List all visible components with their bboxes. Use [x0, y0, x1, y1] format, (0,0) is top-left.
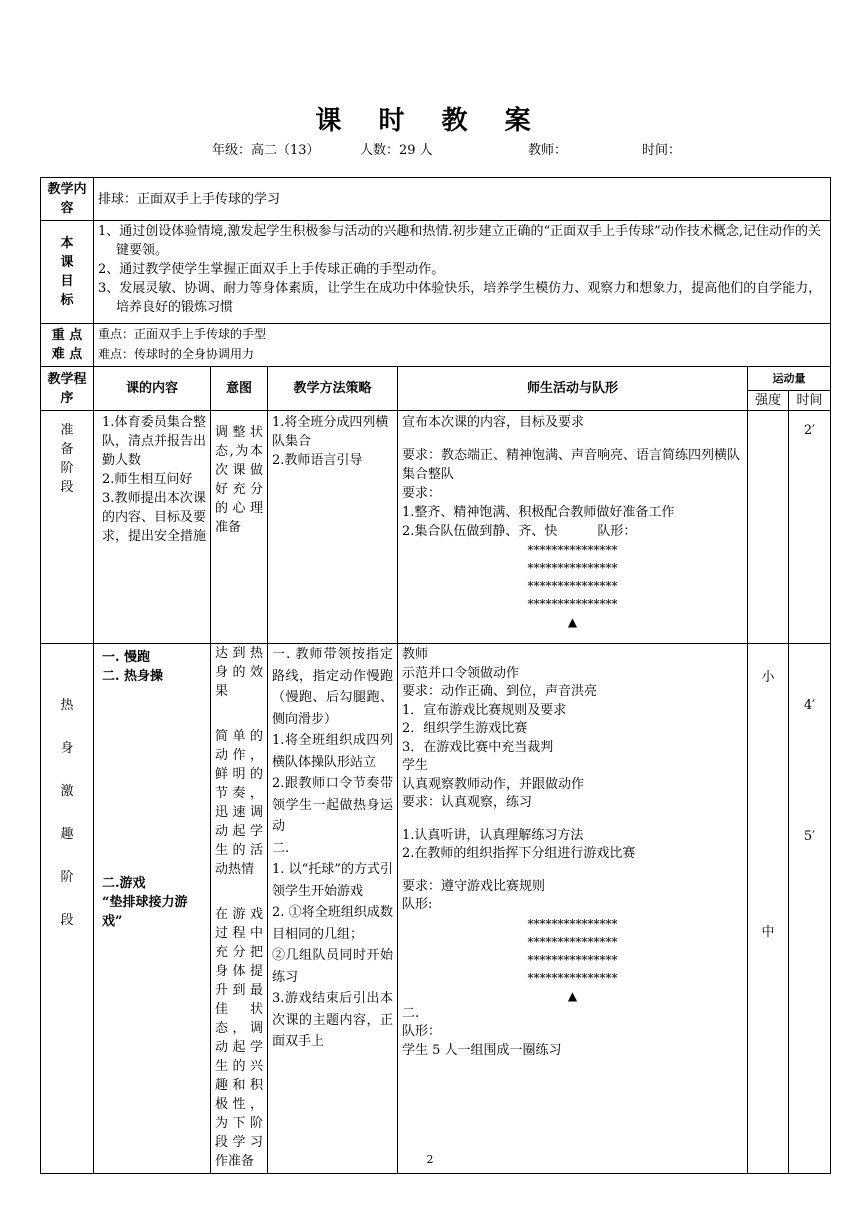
activity-line: 要求：	[402, 486, 442, 501]
stage-char: 身	[60, 741, 74, 756]
goal-item: 3、发展灵敏、协调、耐力等身体素质，让学生在成功中体验快乐，培养学生模仿力、观察力和想象力，提高他们的自学能力，培养良好的锻炼习惯	[98, 281, 822, 315]
stage-char: 备	[60, 442, 74, 457]
formation-row: ***************	[527, 952, 618, 967]
lesson-plan-table	[40, 177, 831, 1174]
warm-intensity	[748, 644, 789, 1174]
header-content: 课的内容	[94, 367, 211, 411]
stage-char: 激	[60, 784, 74, 799]
key-point: 重点：正面双手上手传球的手型	[98, 327, 267, 341]
stage-char: 阶	[60, 870, 74, 885]
stage-char: 准	[60, 423, 74, 438]
count-field: 人数：29 人	[360, 143, 433, 158]
formation-row: ***************	[527, 561, 618, 575]
warm-row	[41, 644, 831, 1174]
activity-line: 二.	[402, 1005, 420, 1021]
warm-intent-item: 简单的动作，鲜明的节奏，迅速调动起学生的活动热情	[215, 729, 263, 877]
formation-row: ***************	[527, 916, 618, 931]
activity-line: 认真观察教师动作，并跟做动作	[402, 776, 585, 792]
formation-row: ***************	[527, 543, 618, 557]
teacher-marker-icon: ▲	[567, 615, 578, 629]
activity-line: 1．宣布游戏比赛规则及要求	[402, 702, 567, 718]
prep-content-item: 1.体育委员集合整队，清点并报告出勤人数	[102, 415, 207, 468]
warm-time	[789, 644, 831, 1174]
warm-intent-item: 在游戏过程中充分把身体提升到最佳状态，调动起学生的兴趣和积极性，为下阶段学习作准备	[215, 907, 263, 1169]
intensity-value: 小	[761, 670, 775, 685]
activity-line	[402, 522, 743, 541]
activity-line: 学生 5 人一组围成一圈练习	[402, 1042, 562, 1058]
header-row	[41, 367, 831, 391]
activity-text: 队形：	[597, 524, 637, 539]
header-time: 时间	[789, 391, 831, 411]
activity-line: 1.认真听讲，认真理解练习方法	[402, 827, 584, 843]
page-number: 2	[426, 1153, 434, 1166]
warm-intent	[211, 644, 268, 1174]
warm-method-item: 1.将全班组织成四列横队体操队形站立	[272, 733, 393, 770]
formation-row: ***************	[527, 970, 618, 985]
activity-line: 1.整齐、精神饱满、积极配合教师做好准备工作	[402, 505, 675, 520]
teacher-field: 教师：	[528, 143, 568, 158]
warm-method	[268, 644, 398, 1174]
prep-stage	[41, 411, 94, 644]
warm-content-item: “垫排球接力游戏”	[102, 895, 188, 929]
warm-method-item: 2.跟教师口令节奏带领学生一起做热身运动	[272, 776, 393, 834]
formation-row: ***************	[527, 579, 618, 593]
activity-line: 队形：	[402, 1024, 442, 1039]
activity-line: 教师	[402, 647, 429, 662]
warm-method-item: 二.	[272, 840, 290, 856]
warm-method-item: 3.游戏结束后引出本次课的主题内容，正面双手上	[272, 991, 393, 1049]
formation-row: ***************	[527, 597, 618, 611]
activity-line: 要求：动作正确、到位，声音洪亮	[402, 684, 598, 699]
prep-content	[94, 411, 211, 644]
activity-line: 队形:	[402, 897, 433, 912]
formation-diagram	[402, 915, 743, 1005]
prep-row	[41, 411, 831, 644]
prep-method	[268, 411, 398, 644]
stage-char: 热	[60, 698, 74, 713]
grade-field: 年级：高二（13）	[212, 143, 320, 158]
intensity-value: 中	[761, 925, 775, 940]
content-row	[41, 178, 831, 221]
activity-line: 要求：遵守游戏比赛规则	[402, 878, 546, 894]
warm-content-item: 一. 慢跑	[102, 650, 151, 665]
warm-content-item: 二. 热身操	[102, 669, 164, 684]
key-difficulty: 难点：传球时的全身协调用力	[98, 347, 255, 361]
header-activity: 师生活动与队形	[398, 367, 748, 411]
activity-line: 要求：认真观察，练习	[402, 795, 533, 810]
header-load: 运动量	[748, 367, 831, 391]
stage-char: 趣	[60, 827, 74, 842]
key-label: 重 点 难 点	[41, 324, 94, 367]
prep-time: 2′	[789, 411, 831, 644]
formation-diagram	[402, 541, 743, 631]
goals-list	[94, 221, 831, 324]
header-method: 教学方法策略	[268, 367, 398, 411]
stage-char: 段	[60, 913, 74, 928]
activity-line: 3．在游戏比赛中充当裁判	[402, 739, 554, 755]
prep-activity	[398, 411, 748, 644]
teacher-marker-icon: ▲	[567, 988, 578, 1003]
prep-intensity	[748, 411, 789, 644]
page-title: 课 时 教 案	[315, 106, 545, 136]
prep-content-item: 3.教师提出本次课的内容、目标及要求，提出安全措施	[102, 491, 207, 544]
goal-item: 2、通过教学使学生掌握正面双手上手传球正确的手型动作。	[98, 262, 445, 277]
activity-line: 2.在教师的组织指挥下分组进行游戏比赛	[402, 846, 636, 861]
warm-method-item: 一. 教师带领按指定路线，指定动作慢跑（慢跑、后勾腿跑、侧向滑步）	[272, 647, 393, 727]
key-row	[41, 324, 831, 367]
time-value: 5′	[803, 829, 816, 844]
activity-line: 学生	[402, 758, 429, 773]
content-label: 教学内容	[41, 178, 94, 221]
stage-char: 段	[60, 480, 74, 495]
warm-method-item: 2. ①将全班组织成数目相同的几组；	[272, 905, 393, 942]
prep-method-item: 1.将全班分成四列横队集合	[272, 415, 389, 449]
activity-line: 宣布本次课的内容，目标及要求	[402, 415, 585, 430]
prep-intent: 调整状态,为本次课做好充分的心理准备	[211, 411, 268, 644]
warm-content-item: 二.游戏	[102, 876, 146, 891]
warm-activity	[398, 644, 748, 1174]
warm-stage	[41, 644, 94, 1174]
activity-line: 2．组织学生游戏比赛	[402, 721, 528, 736]
warm-method-item: 1. 以“托球”的方式引领学生开始游戏	[272, 862, 393, 899]
goals-row	[41, 221, 831, 324]
key-points	[94, 324, 831, 367]
warm-intent-item: 达到热身的效果	[215, 646, 263, 699]
header-intensity: 强度	[748, 391, 789, 411]
formation-row: ***************	[527, 934, 618, 949]
warm-content	[94, 644, 211, 1174]
prep-method-item: 2.教师语言引导	[272, 453, 363, 468]
time-field: 时间：	[642, 143, 682, 158]
activity-line: 要求：教态端正、精神饱满、声音响亮、语言简练四列横队集合整队	[402, 448, 741, 482]
stage-char: 阶	[60, 461, 74, 476]
content-value: 排球：正面双手上手传球的学习	[94, 178, 831, 221]
time-value: 4′	[803, 698, 816, 713]
activity-line: 示范并口令领做动作	[402, 665, 520, 681]
warm-method-item: ②几组队员同时开始练习	[272, 948, 393, 985]
header-intent: 意图	[211, 367, 268, 411]
activity-text: 2.集合队伍做到静、齐、快	[402, 524, 558, 539]
goal-item: 1、通过创设体验情境,激发起学生积极参与活动的兴趣和热情.初步建立正确的“正面双手上手传球”动作技术概念,记住动作的关键要领。	[98, 224, 821, 258]
header-procedure: 教学程序	[41, 367, 94, 411]
prep-content-item: 2.师生相互问好	[102, 472, 193, 487]
goals-label: 本课目标	[41, 221, 94, 324]
